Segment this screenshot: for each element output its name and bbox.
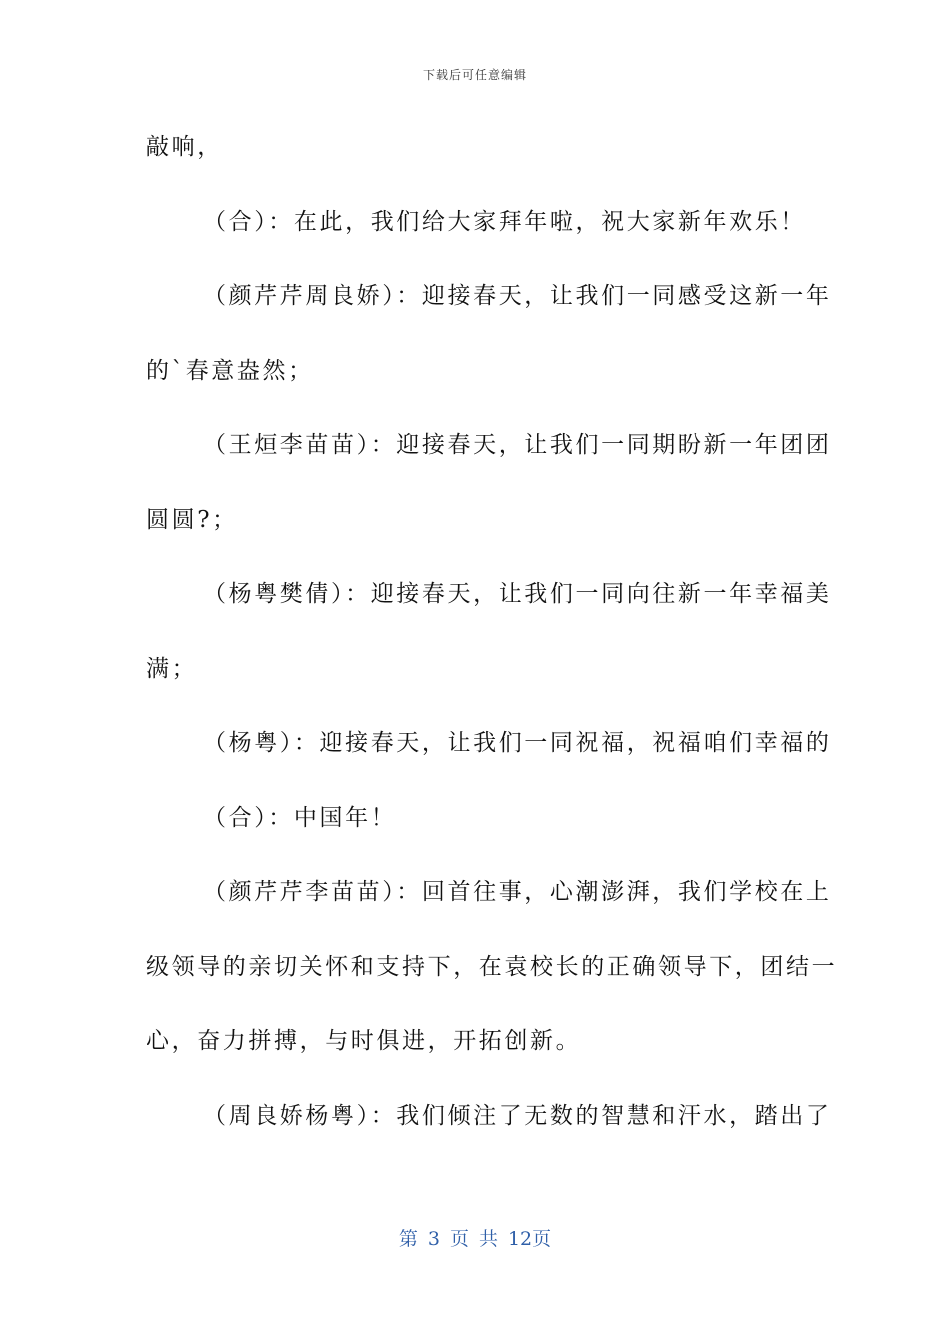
current-page-number: 3 bbox=[427, 1228, 440, 1250]
text-line: （周良娇杨粤）：我们倾注了无数的智慧和汗水，踏出了 bbox=[203, 1102, 832, 1129]
text-line: 心，奋力拼搏，与时俱进，开拓创新。 bbox=[146, 1028, 582, 1054]
text-line: （杨粤）：迎接春天，让我们一同祝福，祝福咱们幸福的 bbox=[203, 730, 832, 756]
footer-page-label: 页 bbox=[449, 1228, 469, 1250]
text-line: （杨粤樊倩）：迎接春天，让我们一同向往新一年幸福美 bbox=[203, 581, 832, 607]
page-header: 下载后可任意编辑 bbox=[422, 68, 527, 82]
document-body bbox=[146, 126, 838, 1169]
footer-total-prefix: 共 bbox=[478, 1228, 498, 1250]
page-footer bbox=[0, 1224, 950, 1251]
text-line: （合）：在此，我们给大家拜年啦，祝大家新年欢乐！ bbox=[203, 208, 806, 235]
text-line: （颜芹芹李苗苗）：回首往事，心潮澎湃，我们学校在上 bbox=[203, 879, 832, 905]
text-line: （颜芹芹周良娇）：迎接春天，让我们一同感受这新一年 bbox=[203, 283, 832, 309]
total-pages: 12页 bbox=[507, 1228, 552, 1250]
text-line: 敲响， bbox=[146, 134, 223, 160]
text-line: 圆圆?； bbox=[146, 506, 238, 533]
footer-prefix: 第 bbox=[398, 1228, 418, 1250]
text-line: 的`春意盎然； bbox=[146, 357, 314, 384]
text-line: （合）：中国年！ bbox=[203, 804, 397, 831]
text-line: （王烜李苗苗）：迎接春天，让我们一同期盼新一年团团 bbox=[203, 432, 832, 458]
text-line: 级领导的亲切关怀和支持下，在袁校长的正确领导下，团结一 bbox=[146, 953, 838, 980]
text-line: 满； bbox=[146, 655, 198, 682]
